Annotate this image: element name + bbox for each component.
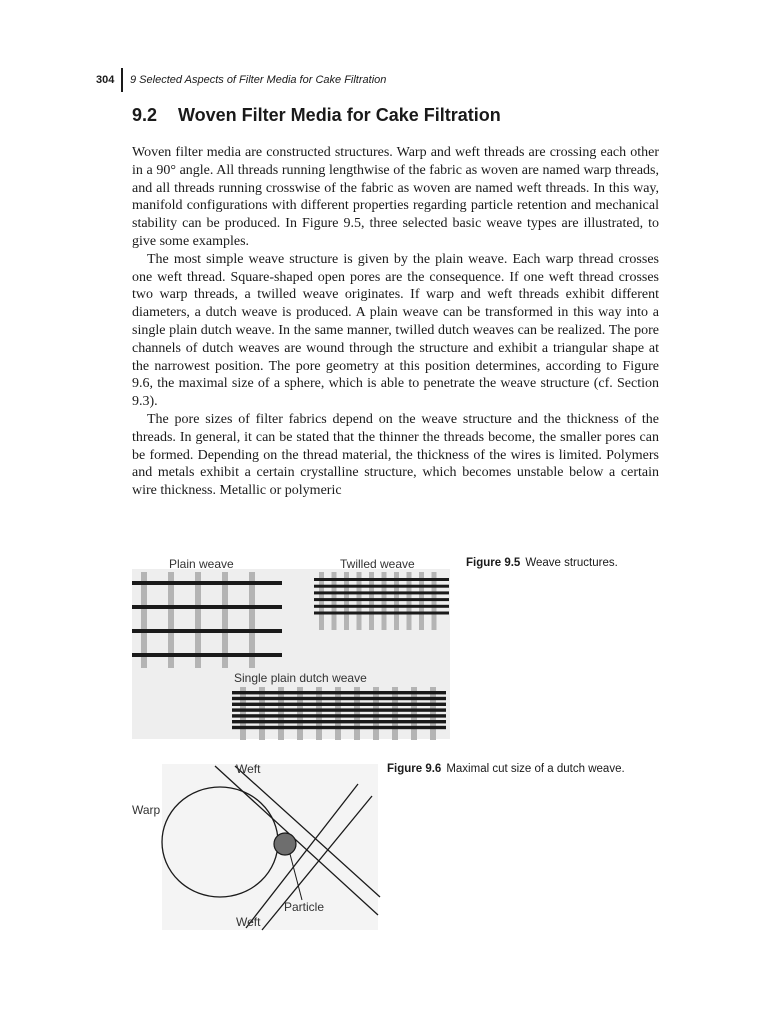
section-title: Woven Filter Media for Cake Filtration (178, 105, 501, 125)
paragraph: The pore sizes of filter fabrics depend on the weave structure and the thickness of the threads. In general, it can be stated that the thinner the threads become, the smaller pores can be formed. Depending on the thread material, the thickness of the wires is limited. Polymers and metals exhibit a certain crystalline structure, which becomes unstable below a certain wire thickness. Metallic or polymeric (132, 411, 659, 499)
page-number: 304 (96, 74, 115, 86)
figure-caption-text: Maximal cut size of a dutch weave. (446, 763, 625, 775)
weft-bottom-label: Weft (236, 915, 261, 929)
weft-top-label: Weft (236, 762, 261, 776)
figure-label: Figure 9.5 (466, 557, 521, 569)
figure-label: Figure 9.6 (387, 763, 442, 775)
twilled-weave-label: Twilled weave (340, 557, 415, 571)
figure-caption-text: Weave structures. (525, 557, 618, 569)
plain-weave-label: Plain weave (169, 557, 234, 571)
paragraph: The most simple weave structure is given by the plain weave. Each warp thread crosses one weft thread. Square-shaped open pores are the consequence. If one weft thread crosses two warp threads, a twilled weave originates. If warp and weft threads exhibit different diameters, a dutch weave is produced. A plain weave can be transformed in this way into a single plain dutch weave. In the same manner, twilled dutch weaves can be realized. The pore channels of dutch weaves are wound through the structure and exhibit a triangular shape at the narrowest position. The pore geometry at this position determines, according to Figure 9.6, the maximal size of a sphere, which is able to penetrate the weave structure (cf. Section 9.3). (132, 251, 659, 410)
section-number: 9.2 (132, 105, 158, 125)
chapter-title: 9 Selected Aspects of Filter Media for Cake Filtration (130, 74, 387, 86)
warp-label: Warp (132, 803, 161, 817)
figure-9-6-background (162, 764, 378, 930)
paragraph: Woven filter media are constructed structures. Warp and weft threads are crossing each other in a 90° angle. All threads running lengthwise of the fabric as woven are named warp threads, and all threads running crosswise of the fabric as woven are named weft threads. In this way, manifold configurations with different properties regarding particle retention and mechanical stability can be produced. In Figure 9.5, three selected basic weave types are illustrated, to give some examples. (132, 145, 659, 249)
particle-circle (274, 833, 296, 855)
figure-9-6-caption (387, 763, 625, 775)
particle-label: Particle (284, 900, 325, 914)
dutch-weave-label: Single plain dutch weave (234, 671, 367, 685)
